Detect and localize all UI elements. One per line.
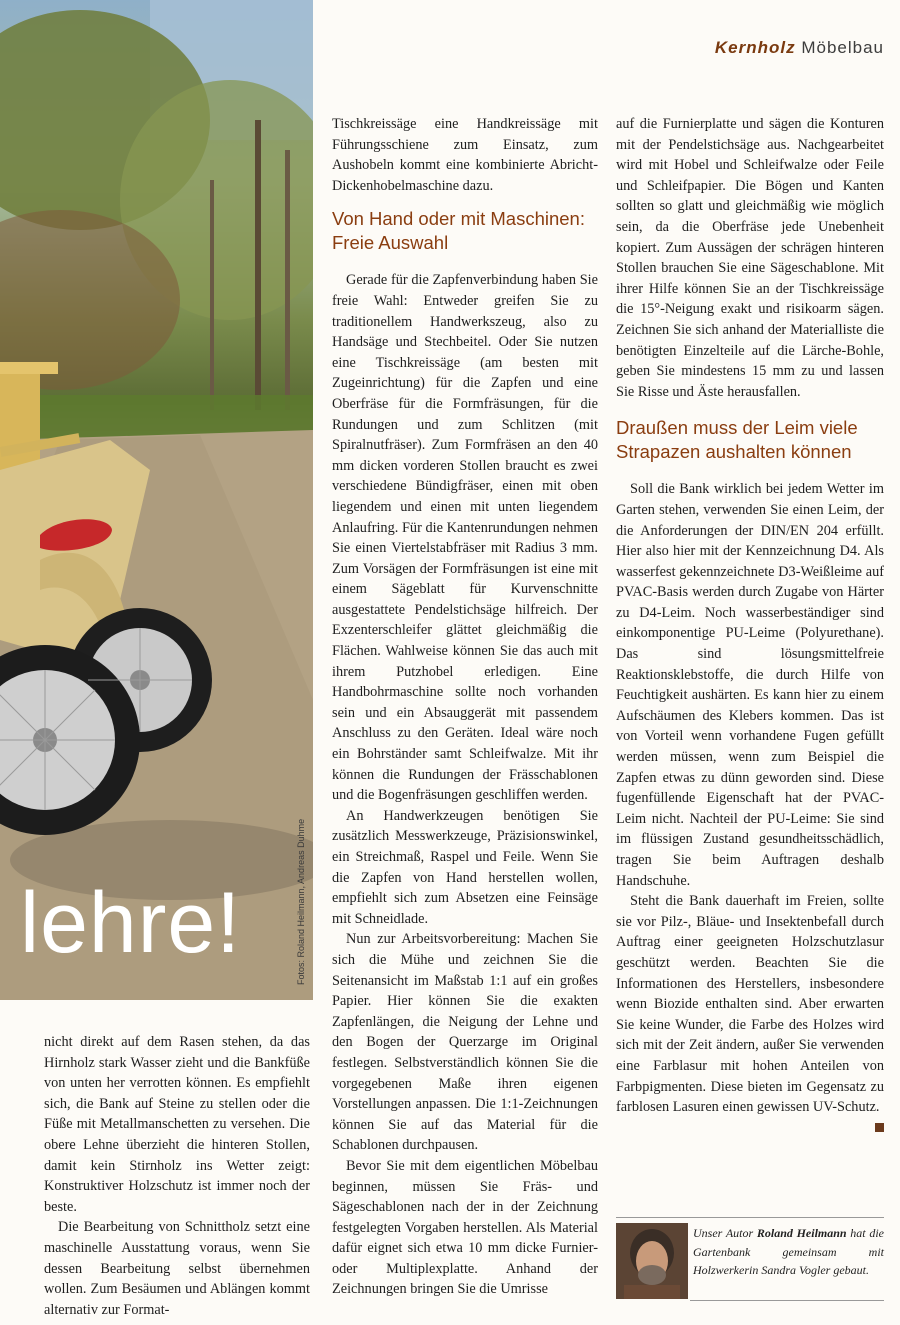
text-column-3 bbox=[616, 114, 884, 1132]
paragraph: An Handwerkzeugen benötigen Sie zusätzlich Messwerkzeuge, Präzisionswinkel, ein Streichmaß, Raspel und Feile. Wenn Sie die Zapfen von Hand herstellen wollen, empfiehlt sich zum Absetzen eine Feinsäge mit Schneidlade. bbox=[332, 807, 598, 927]
photo-credit: Fotos: Roland Heilmann, Andreas Duhme bbox=[296, 818, 306, 985]
photo-overlay-word: lehre! bbox=[20, 875, 242, 971]
text-column-1 bbox=[44, 1032, 310, 1320]
author-caption-pre: Unser Autor bbox=[693, 1226, 754, 1240]
author-box-rule bbox=[690, 1300, 884, 1301]
paragraph: Die Bearbeitung von Schnittholz setzt eine maschinelle Ausstattung voraus, wenn Sie dessen Bearbeitung selbst übernehmen wollen. Zum Besäumen und Ablängen kommt alternativ zur Format- bbox=[44, 1219, 310, 1318]
paragraph-text: Steht die Bank dauerhaft im Freien, sollte sie vor Pilz-, Bläue- und Insektenbefall durch Auftrag einer geeigneten Holzschutzlasur geschützt werden. Beachten Sie die Informationen des Herstellers, insbesondere wenn Biozide enthalten sind. Aber erwarten Sie keine Wunder, die Farbe des Holzes wird sich mit der Zeit ändern, außer Sie verwenden eine Farblasur mit hohen Anteilen von Farbpigmenten. Diese bieten im Gegensatz zu farblosen Lasuren einen gewissen UV-Schutz. bbox=[616, 893, 884, 1116]
paragraph: Soll die Bank wirklich bei jedem Wetter im Garten stehen, verwenden Sie einen Leim, der die Anforderungen der DIN/EN 204 erfüllt. Hier also hier mit der Kennzeichnung D4. Als wasserfest gekennzeichnete D3-Weißleime auf PVAC-Basis werden durch Zugabe von Härter zu D4-Leim. Noch wasserbeständiger sind einkomponentige PU-Leime (Polyurethane). Das sind lösungsmittelfreie Reaktionsklebstoffe, die durch Hilfe von Feuchtigkeit aushärten. Es kann hier zu einem Aufschäumen des Klebers kommen. Das ist von Vorteil wenn vorhandene Fugen gefüllt werden müssen, wenn zum Beispiel die Zapfen etwas zu dünn geworden sind. Diese fugenfüllende Eigenschaft hat der PVAC-Leim nicht. Nachteil der PU-Leime: Sie sind im flüssigen Zustand gesundheitsschädlich, tragen Sie beim Auftragen deshalb Handschuhe. bbox=[616, 481, 884, 889]
paragraph: auf die Furnierplatte und sägen die Konturen mit der Pendelstichsäge aus. Nachgearbeitet wird mit Hobel und Schleifwalze oder Feile und Schleifpapier. Die Bögen und Kanten sollten so glatt und gleichmäßig wie möglich sein, da die Oberfräse jede Unebenheit kopiert. Zum Aussägen der schrägen hinteren Stollen brauchen Sie eine Sägeschablone. Mit ihrer Hilfe können Sie an der Tischkreissäge die 15°-Neigung exakt und risikoarm sägen. Zeichnen Sie sich anhand der Materialliste die benötigten Einzelteile auf die Lärche-Bohle, geben Sie mindestens 15 mm zu und lassen Sie Risse und Äste herausfallen. bbox=[616, 116, 884, 400]
paragraph: Tischkreissäge eine Handkreissäge mit Führungsschiene zum Einsatz, zum Aushobeln kommt eine kombinierte Abricht-Dickenhobelmaschine dazu. bbox=[332, 116, 598, 194]
author-caption bbox=[693, 1224, 884, 1280]
paragraph: Bevor Sie mit dem eigentlichen Möbelbau beginnen, müssen Sie Fräs- und Sägeschablonen nach der in der Zeichnung festgelegten Vorgaben herstellen. Als Material dafür eignet sich etwa 10 mm dicke Furnier- oder Multiplexplatte. Anhand der Zeichnungen bringen Sie die Umrisse bbox=[332, 1157, 598, 1298]
paragraph bbox=[616, 891, 884, 1118]
paragraph: Nun zur Arbeitsvorbereitung: Machen Sie sich die Mühe und zeichnen Sie die Seitenansicht im Maßstab 1:1 auf ein großes Papier. Hier können Sie die exakten Zapfenlängen, die Neigung der Lehne und den Bogen der Querzarge im Original festlegen. Selbstverständlich können Sie die vorgegebenen Maße ihren eigenen Vorstellungen anpassen. Die 1:1-Zeichnungen können Sie auf das Material für die Schablonen durchpausen. bbox=[332, 931, 598, 1154]
brand-name-regular: Möbelbau bbox=[801, 38, 884, 57]
author-caption-post: hat die Gartenbank gemeinsam mit Holzwerkerin Sandra Vogler gebaut. bbox=[693, 1226, 884, 1277]
author-box-rule bbox=[616, 1217, 884, 1218]
article-end-mark bbox=[875, 1123, 884, 1132]
section-heading: Von Hand oder mit Maschinen: Freie Auswahl bbox=[332, 208, 585, 253]
text-column-2 bbox=[332, 114, 598, 1300]
brand-name-bold: Kernholz bbox=[714, 38, 796, 57]
section-heading: Draußen muss der Leim viele Strapazen aushalten können bbox=[616, 417, 858, 462]
photo-illustration bbox=[0, 0, 313, 1000]
paragraph: nicht direkt auf dem Rasen stehen, da das Hirnholz stark Wasser zieht und die Bankfüße von unten her verrotten können. Es empfiehlt sich, die Bank auf Steine zu stellen oder die Füße mit Metallmanschetten zu versehen. Die obere Lehne überzieht die hinteren Stollen, damit kein Stirnholz ins Wetter zeigt: Konstruktiver Holzschutz ist immer noch der beste. bbox=[44, 1034, 310, 1215]
magazine-brand bbox=[715, 38, 884, 58]
author-name: Roland Heilmann bbox=[756, 1226, 847, 1240]
author-portrait bbox=[616, 1223, 688, 1299]
garden-photo bbox=[0, 0, 313, 1000]
paragraph: Gerade für die Zapfenverbindung haben Sie freie Wahl: Entweder greifen Sie zu traditionellem Handwerkszeug, also zu Handsäge und Stechbeitel. Oder Sie nutzen eine Tischkreissäge (am besten mit Zugeinrichtung) für die Zapfen und eine Oberfräse für die Formfräsungen, für die Rundungen und zum Schlitzen (mit Spiralnutfräser). Zum Formfräsen an den 40 mm dicken vorderen Stollen braucht es zwei verschiedene Bündigfräser, einen mit oben liegendem und einen mit unten liegendem Anlaufring. Für die Kantenrundungen nehmen Sie einen Viertelstabfräser mit Radius 3 mm. Zum Vorsägen der Formfräsungen ist eine mit einem Sägeblatt für Kurvenschnitte ausgestattete Pendelstichsäge hilfreich. Der Exzenterschleifer glättet gleichmäßig die Flächen. Wahlweise können Sie das auch mit ihrem Putzhobel erledigen. Eine Handbohrmaschine sollte noch vorhanden sein und ein Absauggerät mit passendem Anschluss zu den Geräten. Ideal wäre noch ein Bohrständer samt Schleifwalze. Mit ihr können die Rundungen der Frässchablonen und die Bogenfräsungen geschliffen werden. bbox=[332, 272, 598, 804]
